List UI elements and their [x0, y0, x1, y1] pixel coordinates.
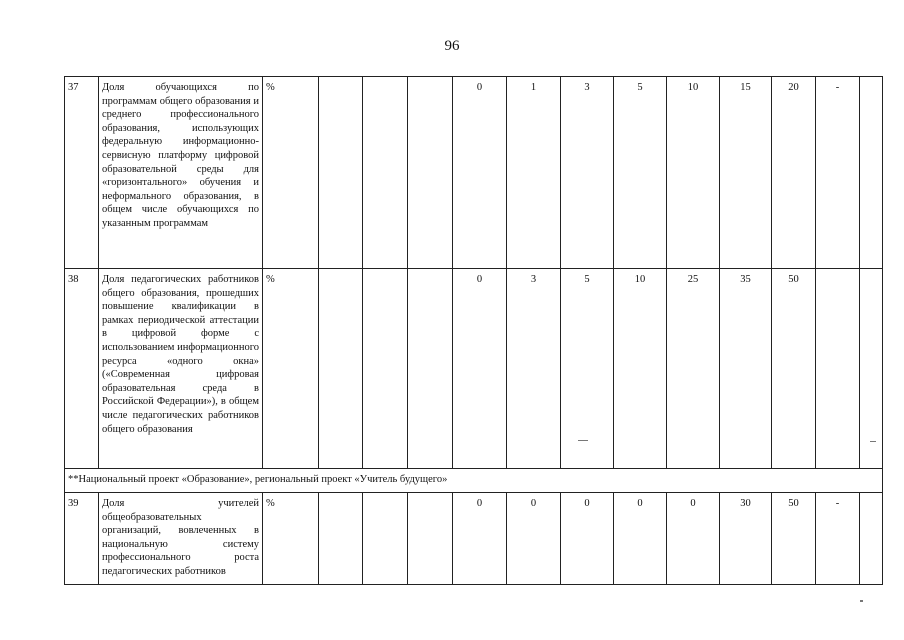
table-row	[65, 77, 883, 269]
value-cell	[363, 269, 408, 469]
value-cell: 0	[453, 493, 507, 585]
value-cell: -	[816, 493, 860, 585]
value-cell: 3	[507, 269, 561, 469]
value-cell: 10	[667, 77, 720, 269]
value-cell: 1	[507, 77, 561, 269]
value-cell: 35	[720, 269, 772, 469]
value-cell: -	[816, 77, 860, 269]
value-cell	[319, 77, 363, 269]
section-row	[65, 469, 883, 493]
value-cell: 50	[772, 269, 816, 469]
indicator-name: Доля обучающихся по программам общего образования и среднего профессионального образования, использующих федеральную информационно-сервисную платформу цифровой образовательной среды для «горизонтального» обучения и неформального образования, в общем числе обучающихся по указанным программам	[99, 77, 263, 269]
section-header: **Национальный проект «Образование», региональный проект «Учитель будущего»	[65, 469, 883, 493]
value-cell: 15	[720, 77, 772, 269]
value-cell	[319, 269, 363, 469]
value-cell: 0	[561, 493, 614, 585]
page-number: 96	[444, 38, 460, 54]
value-cell: 5	[561, 269, 614, 469]
scan-speck	[870, 441, 876, 442]
row-number: 38	[65, 269, 99, 469]
value-cell	[319, 493, 363, 585]
value-cell	[860, 77, 883, 269]
indicators-table	[64, 76, 883, 585]
value-cell: 0	[453, 269, 507, 469]
value-cell	[363, 77, 408, 269]
indicator-name: Доля педагогических работников общего образования, прошедших повышение квалификации в рамках периодической аттестации в цифровой форме с использованием информационного ресурса «одного окна» («Современная цифровая образовательная среда в Российской Федерации»), в общем числе педагогических работников общего образования	[99, 269, 263, 469]
value-cell	[408, 77, 453, 269]
value-cell: 0	[507, 493, 561, 585]
value-cell: 30	[720, 493, 772, 585]
value-cell: 10	[614, 269, 667, 469]
table-row	[65, 493, 883, 585]
value-cell: 3	[561, 77, 614, 269]
unit-cell: %	[263, 493, 319, 585]
value-cell: 0	[667, 493, 720, 585]
value-cell: 20	[772, 77, 816, 269]
value-cell: 50	[772, 493, 816, 585]
table-row	[65, 269, 883, 469]
value-cell	[363, 493, 408, 585]
scan-speck	[578, 440, 588, 441]
value-cell	[408, 269, 453, 469]
unit-cell: %	[263, 77, 319, 269]
value-cell: 25	[667, 269, 720, 469]
value-cell	[408, 493, 453, 585]
row-number: 39	[65, 493, 99, 585]
row-number: 37	[65, 77, 99, 269]
indicator-name: Доля учителей общеобразовательных организаций, вовлеченных в национальную систему профессионального роста педагогических работников	[99, 493, 263, 585]
scan-speck	[860, 600, 863, 602]
value-cell	[860, 493, 883, 585]
value-cell	[860, 269, 883, 469]
value-cell	[816, 269, 860, 469]
value-cell: 0	[614, 493, 667, 585]
value-cell: 0	[453, 77, 507, 269]
unit-cell: %	[263, 269, 319, 469]
value-cell: 5	[614, 77, 667, 269]
